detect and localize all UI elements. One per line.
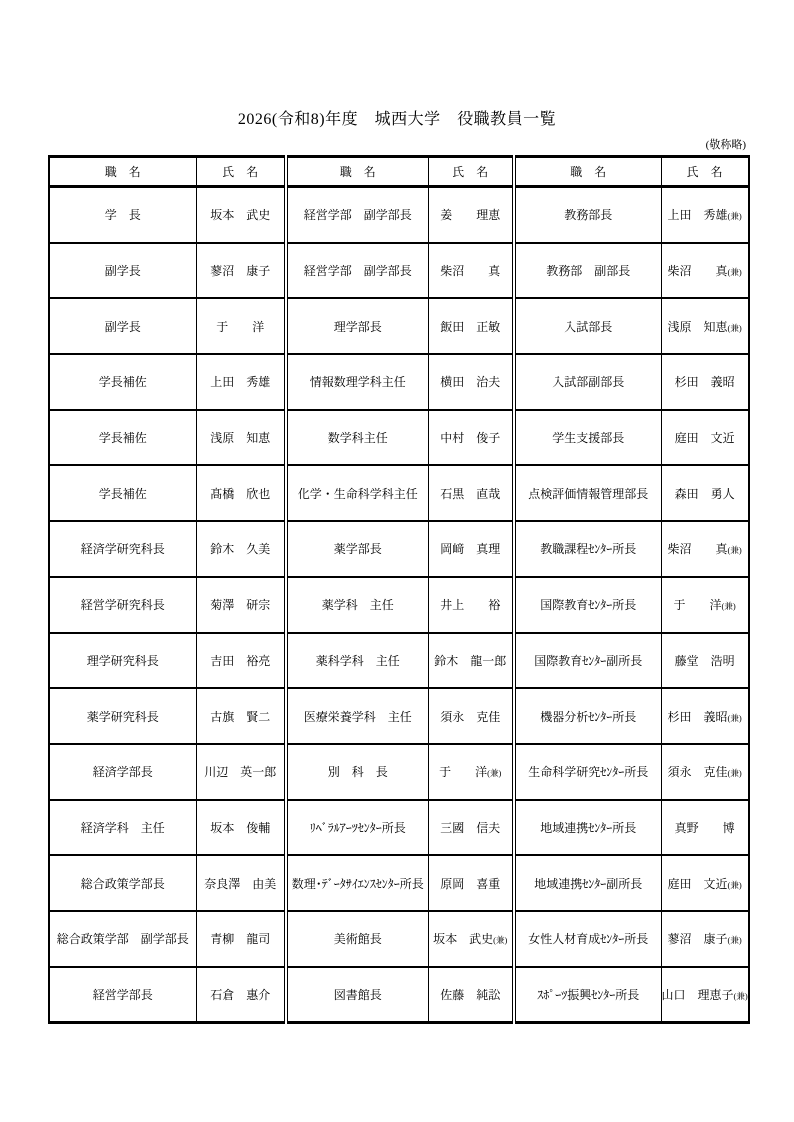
- concurrent-post-note: (兼): [727, 712, 742, 723]
- table-row: [49, 967, 749, 1023]
- position-cell: 経済学研究科長: [49, 521, 196, 577]
- name-cell: [428, 744, 514, 800]
- name-cell: [196, 521, 286, 577]
- position-cell: 情報数理学科主任: [286, 354, 428, 410]
- name-cell: [428, 354, 514, 410]
- table-row: [49, 855, 749, 911]
- table-row: [49, 521, 749, 577]
- table-row: [49, 187, 749, 243]
- person-name: 蓼沼 康子: [667, 932, 728, 947]
- position-cell: 国際教育ｾﾝﾀｰ副所長: [514, 633, 661, 689]
- name-cell: [661, 410, 749, 466]
- name-cell: [661, 967, 749, 1023]
- concurrent-post-note: (兼): [727, 211, 742, 222]
- name-cell: [428, 967, 514, 1023]
- person-name: 吉田 裕亮: [210, 653, 271, 668]
- person-name: 蓼沼 康子: [210, 264, 271, 279]
- concurrent-post-note: (兼): [727, 545, 742, 556]
- position-cell: 学長補佐: [49, 410, 196, 466]
- person-name: 青柳 龍司: [210, 932, 271, 947]
- person-name: 藤堂 浩明: [674, 653, 735, 668]
- officers-table-body: [49, 187, 749, 1023]
- person-name: 庭田 文近: [667, 876, 728, 891]
- position-cell: 経済学科 主任: [49, 800, 196, 856]
- position-cell: 理学研究科長: [49, 633, 196, 689]
- position-cell: 生命科学研究ｾﾝﾀｰ所長: [514, 744, 661, 800]
- concurrent-post-note: (兼): [487, 768, 502, 779]
- position-cell: 学長補佐: [49, 465, 196, 521]
- table-row: [49, 633, 749, 689]
- person-name: 須永 克佳: [667, 765, 728, 780]
- person-name: 山口 理恵子: [661, 987, 734, 1002]
- name-cell: [196, 465, 286, 521]
- honorific-note: (敬称略): [705, 139, 746, 151]
- header-cell: 氏 名: [196, 157, 286, 187]
- table-row: [49, 465, 749, 521]
- table-row: [49, 410, 749, 466]
- person-name: 真野 博: [674, 820, 735, 835]
- person-name: 上田 秀雄: [667, 208, 728, 223]
- name-cell: [196, 633, 286, 689]
- name-cell: [661, 855, 749, 911]
- concurrent-post-note: (兼): [733, 990, 748, 1001]
- person-name: 上田 秀雄: [210, 375, 271, 390]
- header-cell: 氏 名: [661, 157, 749, 187]
- table-row: [49, 688, 749, 744]
- concurrent-post-note: (兼): [727, 879, 742, 890]
- concurrent-post-note: (兼): [493, 935, 508, 946]
- position-cell: 経営学研究科長: [49, 577, 196, 633]
- name-cell: [661, 911, 749, 967]
- position-cell: 数学科主任: [286, 410, 428, 466]
- table-row: [49, 744, 749, 800]
- name-cell: [428, 688, 514, 744]
- person-name: 原岡 喜重: [440, 876, 501, 891]
- person-name: 古旗 賢二: [210, 709, 271, 724]
- person-name: 坂本 俊輔: [210, 820, 271, 835]
- name-cell: [428, 410, 514, 466]
- name-cell: [428, 855, 514, 911]
- person-name: 于 洋: [673, 598, 722, 613]
- name-cell: [428, 577, 514, 633]
- name-cell: [661, 298, 749, 354]
- position-cell: 経済学部長: [49, 744, 196, 800]
- table-row: [49, 298, 749, 354]
- position-cell: 美術館長: [286, 911, 428, 967]
- person-name: 三國 信夫: [440, 820, 501, 835]
- name-cell: [196, 688, 286, 744]
- position-cell: 総合政策学部長: [49, 855, 196, 911]
- officers-table: [48, 155, 750, 1024]
- person-name: 姜 理恵: [440, 208, 501, 223]
- person-name: 須永 克佳: [440, 709, 501, 724]
- position-cell: 入試部副部長: [514, 354, 661, 410]
- name-cell: [196, 911, 286, 967]
- page-title: 2026(令和8)年度 城西大学 役職教員一覧: [237, 111, 557, 128]
- person-name: 于 洋: [439, 765, 488, 780]
- person-name: 鈴木 久美: [210, 542, 271, 557]
- name-cell: [196, 410, 286, 466]
- person-name: 石黒 直哉: [440, 486, 501, 501]
- position-cell: 教職課程ｾﾝﾀｰ所長: [514, 521, 661, 577]
- name-cell: [661, 577, 749, 633]
- person-name: 奈良澤 由美: [204, 876, 277, 891]
- table-row: [49, 243, 749, 299]
- person-name: 杉田 義昭: [674, 375, 735, 390]
- name-cell: [661, 354, 749, 410]
- person-name: 杉田 義昭: [667, 709, 728, 724]
- person-name: 坂本 武史: [433, 932, 494, 947]
- person-name: 于 洋: [216, 319, 265, 334]
- person-name: 川辺 英一郎: [204, 765, 277, 780]
- concurrent-post-note: (兼): [727, 935, 742, 946]
- name-cell: [196, 744, 286, 800]
- person-name: 井上 裕: [440, 598, 501, 613]
- name-cell: [196, 354, 286, 410]
- name-cell: [196, 800, 286, 856]
- position-cell: ｽﾎﾟｰﾂ振興ｾﾝﾀｰ所長: [514, 967, 661, 1023]
- name-cell: [196, 967, 286, 1023]
- name-cell: [196, 187, 286, 243]
- position-cell: 機器分析ｾﾝﾀｰ所長: [514, 688, 661, 744]
- name-cell: [661, 521, 749, 577]
- position-cell: 女性人材育成ｾﾝﾀｰ所長: [514, 911, 661, 967]
- position-cell: 点検評価情報管理部長: [514, 465, 661, 521]
- person-name: 浅原 知恵: [667, 319, 728, 334]
- name-cell: [428, 243, 514, 299]
- table-row: [49, 577, 749, 633]
- position-cell: 副学長: [49, 298, 196, 354]
- person-name: 飯田 正敏: [440, 319, 501, 334]
- concurrent-post-note: (兼): [721, 601, 736, 612]
- position-cell: 学 長: [49, 187, 196, 243]
- concurrent-post-note: (兼): [727, 267, 742, 278]
- concurrent-post-note: (兼): [727, 322, 742, 333]
- person-name: 鈴木 龍一郎: [434, 653, 507, 668]
- table-row: [49, 800, 749, 856]
- position-cell: 薬科学科 主任: [286, 633, 428, 689]
- position-cell: 図書館長: [286, 967, 428, 1023]
- position-cell: 経営学部 副学部長: [286, 187, 428, 243]
- table-row: [49, 354, 749, 410]
- position-cell: 教務部長: [514, 187, 661, 243]
- position-cell: 経営学部長: [49, 967, 196, 1023]
- position-cell: 副学長: [49, 243, 196, 299]
- position-cell: 化学・生命科学科主任: [286, 465, 428, 521]
- name-cell: [428, 911, 514, 967]
- position-cell: 学生支援部長: [514, 410, 661, 466]
- name-cell: [661, 465, 749, 521]
- position-cell: 薬学研究科長: [49, 688, 196, 744]
- header-cell: 職 名: [286, 157, 428, 187]
- position-cell: 地域連携ｾﾝﾀｰ所長: [514, 800, 661, 856]
- name-cell: [428, 187, 514, 243]
- position-cell: 数理･ﾃﾞｰﾀｻｲｴﾝｽｾﾝﾀｰ所長: [286, 855, 428, 911]
- name-cell: [196, 298, 286, 354]
- name-cell: [428, 465, 514, 521]
- concurrent-post-note: (兼): [727, 768, 742, 779]
- person-name: 坂本 武史: [210, 208, 271, 223]
- name-cell: [661, 187, 749, 243]
- person-name: 庭田 文近: [674, 431, 735, 446]
- person-name: 浅原 知恵: [210, 431, 271, 446]
- person-name: 横田 治夫: [440, 375, 501, 390]
- name-cell: [196, 855, 286, 911]
- name-cell: [661, 633, 749, 689]
- header-cell: 職 名: [49, 157, 196, 187]
- position-cell: 総合政策学部 副学部長: [49, 911, 196, 967]
- position-cell: 学長補佐: [49, 354, 196, 410]
- position-cell: 薬学科 主任: [286, 577, 428, 633]
- position-cell: 地域連携ｾﾝﾀｰ副所長: [514, 855, 661, 911]
- person-name: 菊澤 研宗: [210, 598, 271, 613]
- person-name: 柴沼 真: [440, 264, 501, 279]
- table-row: [49, 911, 749, 967]
- person-name: 佐藤 純訟: [440, 987, 501, 1002]
- person-name: 髙橋 欣也: [210, 486, 271, 501]
- name-cell: [428, 800, 514, 856]
- position-cell: 別 科 長: [286, 744, 428, 800]
- position-cell: 経営学部 副学部長: [286, 243, 428, 299]
- name-cell: [661, 800, 749, 856]
- name-cell: [661, 243, 749, 299]
- name-cell: [428, 521, 514, 577]
- person-name: 柴沼 真: [667, 264, 728, 279]
- name-cell: [196, 243, 286, 299]
- name-cell: [661, 744, 749, 800]
- person-name: 森田 勇人: [674, 486, 735, 501]
- person-name: 岡﨑 真理: [440, 542, 501, 557]
- position-cell: 国際教育ｾﾝﾀｰ所長: [514, 577, 661, 633]
- position-cell: 薬学部長: [286, 521, 428, 577]
- position-cell: ﾘﾍﾞﾗﾙｱｰﾂｾﾝﾀｰ所長: [286, 800, 428, 856]
- person-name: 石倉 惠介: [210, 987, 271, 1002]
- name-cell: [196, 577, 286, 633]
- position-cell: 理学部長: [286, 298, 428, 354]
- name-cell: [428, 298, 514, 354]
- position-cell: 教務部 副部長: [514, 243, 661, 299]
- officers-table-header: [49, 157, 749, 187]
- person-name: 柴沼 真: [667, 542, 728, 557]
- name-cell: [428, 633, 514, 689]
- header-cell: 氏 名: [428, 157, 514, 187]
- name-cell: [661, 688, 749, 744]
- header-cell: 職 名: [514, 157, 661, 187]
- position-cell: 入試部長: [514, 298, 661, 354]
- person-name: 中村 俊子: [440, 431, 501, 446]
- position-cell: 医療栄養学科 主任: [286, 688, 428, 744]
